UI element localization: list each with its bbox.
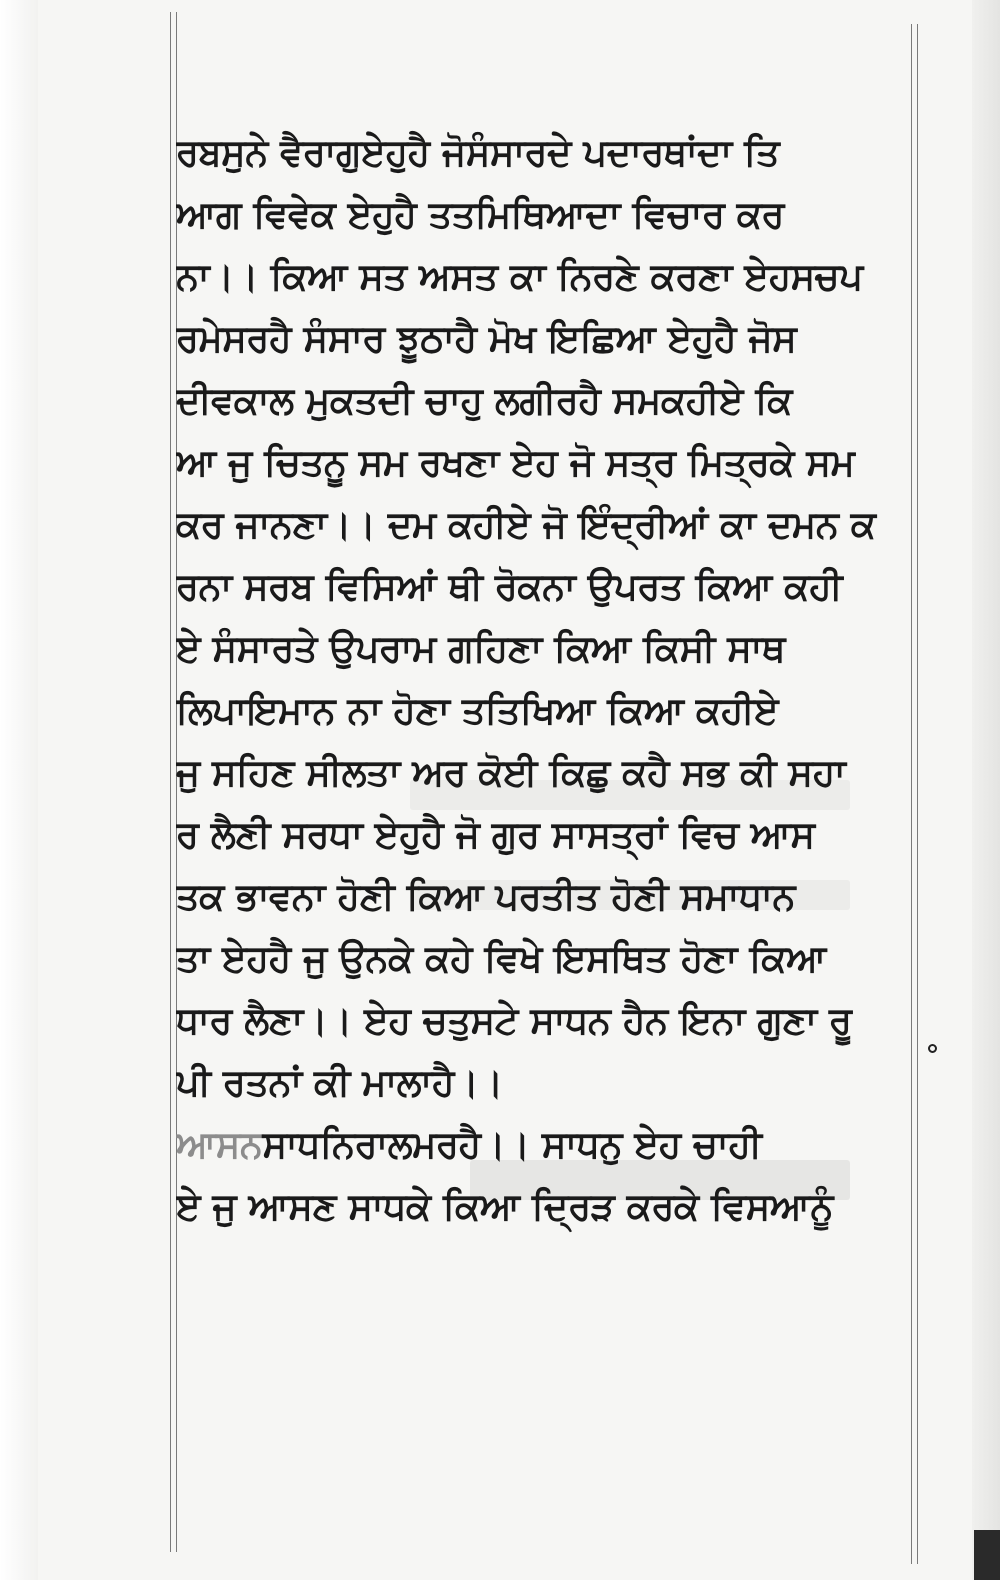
- text-line: ਰਮੇਸਰਹੈ ਸੰਸਾਰ ਝੂਠਾਹੈ ਮੋਖ ਇਛਿਆ ਏਹੁਹੈ ਜੋਸ: [176, 317, 797, 360]
- text-line-rest: ਸਾਧਨਿਰਾਲਮਰਹੈ।। ਸਾਧਨੁ ਏਹ ਚਾਹੀ: [262, 1123, 762, 1166]
- text-line: ਤਾ ਏਹਹੈ ਜੁ ਉਨਕੇ ਕਹੇ ਵਿਖੇ ਇਸਥਿਤ ਹੋਣਾ ਕਿਆ: [176, 937, 826, 980]
- text-line: ਦੀਵਕਾਲ ਮੁਕਤਦੀ ਚਾਹੁ ਲਗੀਰਹੈ ਸਮਕਹੀਏ ਕਿ: [176, 379, 793, 422]
- section-heading-faded: ਆਸਨ: [176, 1123, 263, 1166]
- gurmukhi-text-block: [176, 122, 904, 1238]
- text-line-with-faded-heading: [176, 1114, 904, 1176]
- right-margin-rule-inner: [917, 24, 918, 1564]
- left-margin-rule: [170, 12, 171, 1552]
- text-line: ਆਗ ਵਿਵੇਕ ਏਹੁਹੈ ਤਤਮਿਥਿਆਦਾ ਵਿਚਾਰ ਕਰ: [176, 193, 784, 236]
- text-line: ਰਬਸੁਨੇ ਵੈਰਾਗੁਏਹੁਹੈ ਜੋਸੰਸਾਰਦੇ ਪਦਾਰਥਾਂਦਾ ਤਿ: [176, 131, 780, 174]
- scan-right-margin: [972, 0, 1000, 1580]
- text-line: ਏ ਜੁ ਆਸਣ ਸਾਧਕੇ ਕਿਆ ਦ੍ਰਿੜ ਕਰਕੇ ਵਿਸਆਨੂੰ: [176, 1185, 834, 1228]
- text-line: ਨਾ।। ਕਿਆ ਸਤ ਅਸਤ ਕਾ ਨਿਰਣੇ ਕਰਣਾ ਏਹਸਚਪ: [176, 255, 863, 298]
- text-line: ਜੁ ਸਹਿਣ ਸੀਲਤਾ ਅਰ ਕੋਈ ਕਿਛੁ ਕਹੈ ਸਭ ਕੀ ਸਹਾ: [176, 751, 846, 794]
- text-line: ਏ ਸੰਸਾਰਤੇ ਉਪਰਾਮ ਗਹਿਣਾ ਕਿਆ ਕਿਸੀ ਸਾਥ: [176, 627, 785, 670]
- text-line: ਕਰ ਜਾਨਣਾ।। ਦਮ ਕਹੀਏ ਜੋ ਇੰਦ੍ਰੀਆਂ ਕਾ ਦਮਨ ਕ: [176, 503, 876, 546]
- right-margin-rule: [911, 24, 912, 1564]
- text-line: ਆ ਜੁ ਚਿਤਨੂ ਸਮ ਰਖਣਾ ਏਹ ਜੋ ਸਤ੍ਰ ਮਿਤ੍ਰਕੇ ਸਮ: [176, 441, 855, 484]
- text-line: ਪੀ ਰਤਨਾਂ ਕੀ ਮਾਲਾਹੈ।।: [176, 1061, 503, 1104]
- text-line: ਤਕ ਭਾਵਨਾ ਹੋਣੀ ਕਿਆ ਪਰਤੀਤ ਹੋਣੀ ਸਮਾਧਾਨ: [176, 875, 796, 918]
- text-line: ਰ ਲੈਣੀ ਸਰਧਾ ਏਹੁਹੈ ਜੋ ਗੁਰ ਸਾਸਤ੍ਰਾਂ ਵਿਚ ਆਸ: [176, 813, 815, 856]
- text-line: ਧਾਰ ਲੈਣਾ।। ਏਹ ਚਤੁਸਟੇ ਸਾਧਨ ਹੈਨ ਇਨਾ ਗੁਣਾ ਰੂ: [176, 999, 852, 1042]
- scan-left-margin: [0, 0, 38, 1580]
- binding-edge-mark: [974, 1530, 1000, 1580]
- margin-dot-mark: [928, 1044, 937, 1053]
- text-line: ਰਨਾ ਸਰਬ ਵਿਸਿਆਂ ਥੀ ਰੋਕਨਾ ਉਪਰਤ ਕਿਆ ਕਹੀ: [176, 565, 843, 608]
- text-line: ਲਿਪਾਇਮਾਨ ਨਾ ਹੋਣਾ ਤਤਿਖਿਆ ਕਿਆ ਕਹੀਏ: [176, 689, 779, 732]
